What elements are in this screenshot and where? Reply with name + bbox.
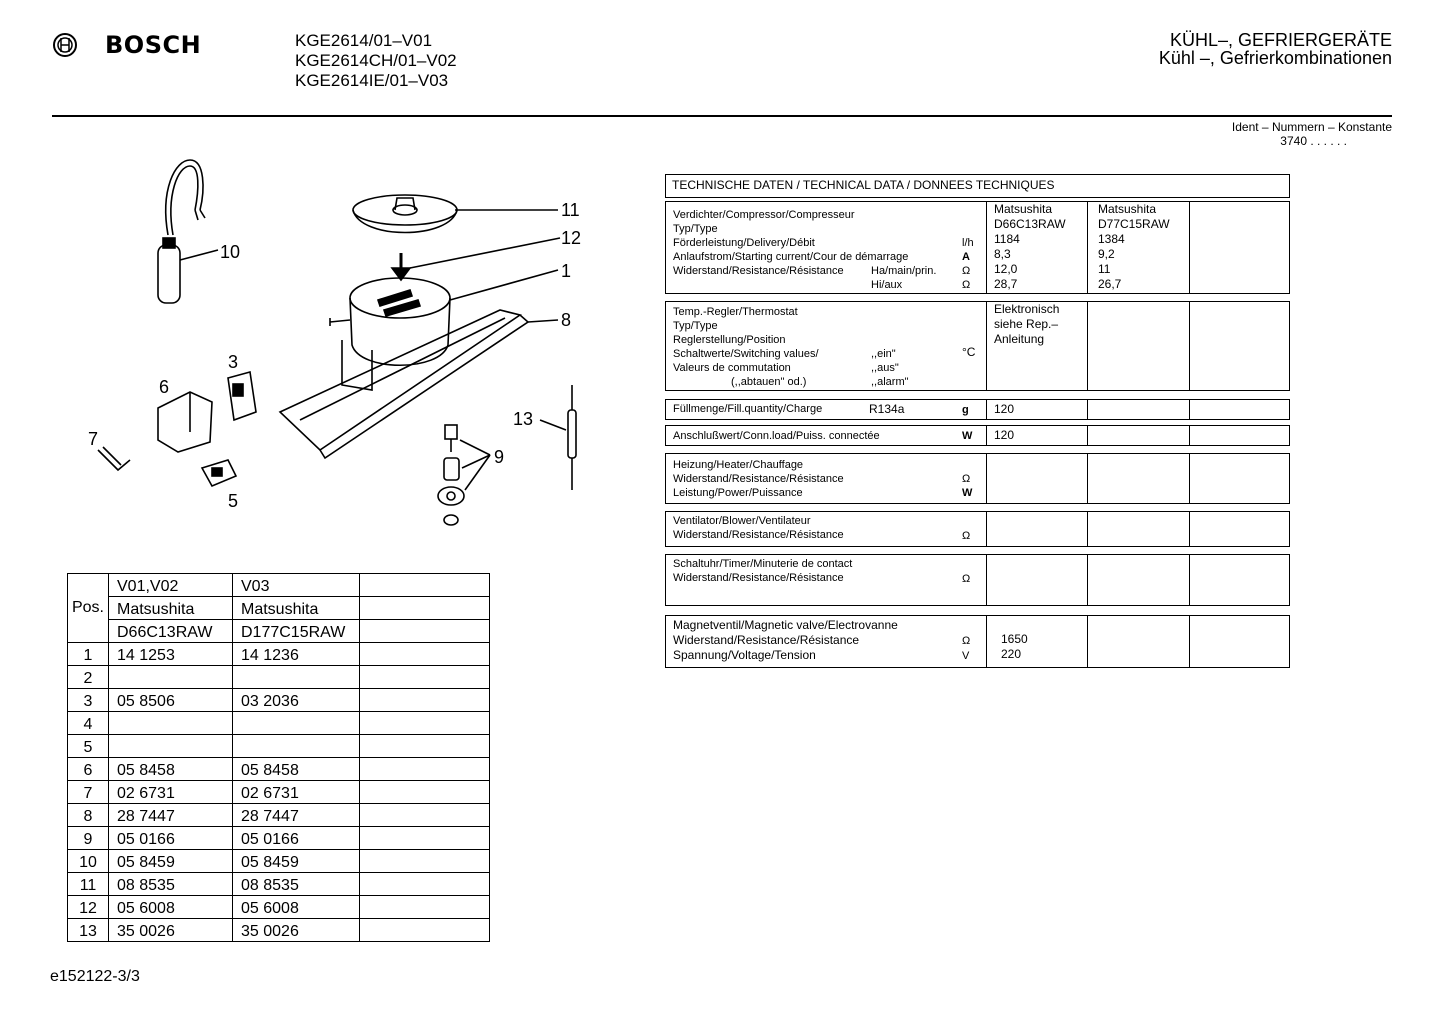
column-divider	[1087, 512, 1088, 546]
value-cell: siehe Rep.–	[994, 317, 1059, 331]
table-row	[68, 804, 490, 827]
table-row	[68, 919, 490, 942]
empty-cell	[360, 597, 490, 620]
table-row	[68, 896, 490, 919]
overload-part	[202, 460, 236, 486]
refrigerant-label: R134a	[869, 402, 905, 416]
part-number-cell: 28 7447	[233, 804, 360, 827]
column-divider	[986, 202, 987, 293]
protector-part	[158, 392, 212, 452]
value-cell: 26,7	[1098, 277, 1122, 291]
empty-cell	[360, 712, 490, 735]
value-cell: Matsushita	[994, 202, 1053, 216]
column-divider	[986, 555, 987, 605]
row-label: Magnetventil/Magnetic valve/Electrovanne	[673, 618, 898, 632]
pos-cell: 12	[68, 896, 109, 919]
row-label: Widerstand/Resistance/Résistance	[673, 572, 844, 584]
table-row	[68, 873, 490, 896]
thermostat-section	[665, 301, 1290, 391]
empty-cell	[360, 620, 490, 643]
row-label: Typ/Type	[673, 223, 718, 235]
pos-cell: 3	[68, 689, 109, 712]
row-label: Valeurs de commutation	[673, 362, 791, 374]
row-label: ,,alarm"	[871, 376, 909, 388]
part-number-cell: 05 8459	[109, 850, 233, 873]
bosch-logo	[50, 30, 200, 60]
charge-section	[665, 399, 1290, 420]
part-number-cell: 05 8506	[109, 689, 233, 712]
value-cell: 120	[994, 402, 1015, 416]
row-label: Spannung/Voltage/Tension	[673, 648, 816, 662]
row-label: Schaltwerte/Switching values/	[673, 348, 819, 360]
table-row	[68, 735, 490, 758]
pos-cell: 5	[68, 735, 109, 758]
row-label: Förderleistung/Delivery/Débit	[673, 237, 815, 249]
part-number-cell: 08 8535	[233, 873, 360, 896]
callout-13: 13	[513, 409, 534, 429]
part-number-cell: 05 6008	[233, 896, 360, 919]
value-cell: 11	[1098, 262, 1111, 276]
model-line: KGE2614/01–V01	[295, 31, 433, 50]
category-heading	[1159, 31, 1392, 67]
part-number-cell: 35 0026	[233, 919, 360, 942]
table-row	[68, 827, 490, 850]
part-number-cell	[109, 735, 233, 758]
column-divider	[986, 302, 987, 390]
column-divider	[1189, 512, 1190, 546]
unit-label: A	[962, 251, 970, 263]
part-number-cell: 03 2036	[233, 689, 360, 712]
row-label: Heizung/Heater/Chauffage	[673, 459, 804, 471]
column-divider	[1189, 555, 1190, 605]
unit-label: Ω	[962, 530, 971, 542]
part-number-cell: 05 8458	[233, 758, 360, 781]
column-divider	[986, 512, 987, 546]
heater-section	[665, 453, 1290, 504]
row-label: Widerstand/Resistance/Résistance	[673, 529, 844, 541]
model-header: D177C15RAW	[233, 620, 360, 643]
row-label: Füllmenge/Fill.quantity/Charge	[673, 403, 823, 415]
unit-label: °C	[962, 345, 976, 359]
ident-label: Ident – Nummern – Konstante	[1231, 120, 1392, 134]
unit-label: l/h	[962, 237, 974, 249]
variant-header: V01,V02	[109, 574, 233, 597]
pos-cell: 9	[68, 827, 109, 850]
capacitor-part	[158, 160, 218, 303]
compressor-cover-part	[353, 195, 558, 233]
pos-header: Pos.	[68, 574, 109, 643]
callout-11: 11	[561, 200, 580, 220]
value-cell: 1650	[1001, 632, 1028, 646]
row-label: Schaltuhr/Timer/Minuterie de contact	[673, 558, 853, 570]
empty-cell	[360, 666, 490, 689]
callout-3: 3	[228, 352, 239, 372]
column-divider	[986, 454, 987, 503]
row-label: Temp.-Regler/Thermostat	[673, 306, 798, 318]
part-number-cell	[233, 712, 360, 735]
part-number-cell: 05 8458	[109, 758, 233, 781]
compressor-part	[330, 270, 558, 390]
part-number-cell: 08 8535	[109, 873, 233, 896]
pos-cell: 1	[68, 643, 109, 666]
part-number-cell: 35 0026	[109, 919, 233, 942]
compressor-section	[665, 201, 1290, 294]
filter-dryer-part	[540, 385, 576, 490]
column-divider	[1189, 202, 1190, 293]
value-cell: Elektronisch	[994, 302, 1060, 316]
row-label: Ventilator/Blower/Ventilateur	[673, 515, 811, 527]
row-label: Ha/main/prin.	[871, 265, 937, 277]
ident-value: 3740 . . . . . .	[1280, 134, 1347, 148]
empty-cell	[360, 689, 490, 712]
value-cell: D66C13RAW	[994, 217, 1066, 231]
callout-8: 8	[561, 310, 572, 330]
bosch-armature-icon	[52, 32, 78, 58]
row-label: Reglerstellung/Position	[673, 334, 786, 346]
model-list	[295, 31, 457, 91]
pos-cell: 2	[68, 666, 109, 689]
empty-cell	[360, 850, 490, 873]
maker-header: Matsushita	[109, 597, 233, 620]
callout-1: 1	[561, 261, 572, 281]
table-row	[68, 666, 490, 689]
table-row	[68, 712, 490, 735]
value-cell: Anleitung	[994, 332, 1045, 346]
table-row	[68, 758, 490, 781]
part-number-cell: 02 6731	[109, 781, 233, 804]
empty-cell	[360, 896, 490, 919]
value-cell: 28,7	[994, 277, 1018, 291]
tech-title: TECHNISCHE DATEN / TECHNICAL DATA / DONNEES TECHNIQUES	[672, 178, 1055, 192]
value-cell: Matsushita	[1098, 202, 1157, 216]
empty-cell	[360, 781, 490, 804]
row-label: Leistung/Power/Puissance	[673, 487, 803, 499]
table-row	[68, 781, 490, 804]
row-label: ,,aus"	[871, 362, 899, 374]
value-cell: 120	[994, 428, 1015, 442]
pos-cell: 7	[68, 781, 109, 804]
exploded-parts-diagram	[0, 150, 600, 570]
value-cell: 8,3	[994, 247, 1011, 261]
column-divider	[1189, 616, 1190, 667]
column-divider	[1087, 454, 1088, 503]
model-line: KGE2614IE/01–V03	[295, 71, 449, 90]
column-divider	[1087, 616, 1088, 667]
row-label: Widerstand/Resistance/Résistance	[673, 633, 860, 647]
callout-5: 5	[228, 491, 239, 511]
clip-part	[98, 447, 130, 470]
parts-table	[67, 573, 490, 942]
column-divider	[1189, 302, 1190, 390]
empty-cell	[360, 804, 490, 827]
maker-header: Matsushita	[233, 597, 360, 620]
part-number-cell: 14 1253	[109, 643, 233, 666]
column-divider	[1087, 555, 1088, 605]
row-label: Widerstand/Resistance/Résistance	[673, 473, 844, 485]
empty-cell	[360, 919, 490, 942]
load-section	[665, 425, 1290, 446]
value-cell: 9,2	[1098, 247, 1115, 261]
header-rule	[52, 115, 1392, 117]
pos-cell: 6	[68, 758, 109, 781]
column-divider	[1087, 426, 1088, 445]
row-label: Anlaufstrom/Starting current/Cour de démarrage	[673, 251, 909, 263]
part-number-cell	[233, 735, 360, 758]
part-number-cell	[109, 712, 233, 735]
table-row	[68, 850, 490, 873]
model-header: D66C13RAW	[109, 620, 233, 643]
unit-label: g	[962, 404, 969, 416]
unit-label: Ω	[962, 573, 971, 585]
part-number-cell: 02 6731	[233, 781, 360, 804]
row-label: ,,ein"	[871, 348, 896, 360]
pos-cell: 10	[68, 850, 109, 873]
column-divider	[1087, 302, 1088, 390]
callout-9: 9	[494, 447, 505, 467]
unit-label: W	[962, 487, 973, 499]
unit-label: W	[962, 430, 973, 442]
row-label: Verdichter/Compressor/Compresseur	[673, 209, 855, 221]
pos-cell: 11	[68, 873, 109, 896]
empty-cell	[360, 735, 490, 758]
variant-header: V03	[233, 574, 360, 597]
table-row	[68, 643, 490, 666]
model-line: KGE2614CH/01–V02	[295, 51, 457, 70]
row-label: Hi/aux	[871, 279, 903, 291]
value-cell: 220	[1001, 647, 1022, 661]
part-number-cell: 14 1236	[233, 643, 360, 666]
pos-cell: 4	[68, 712, 109, 735]
row-label: Widerstand/Resistance/Résistance	[673, 265, 844, 277]
empty-cell	[360, 873, 490, 896]
part-number-cell: 05 0166	[109, 827, 233, 850]
pos-cell: 13	[68, 919, 109, 942]
part-number-cell: 28 7447	[109, 804, 233, 827]
part-number-cell: 05 8459	[233, 850, 360, 873]
empty-cell	[360, 758, 490, 781]
tech-title-box	[665, 174, 1290, 198]
document-id: e152122-3/3	[50, 968, 140, 985]
callout-10: 10	[220, 242, 241, 262]
valve-section	[665, 615, 1290, 668]
part-number-cell: 05 6008	[109, 896, 233, 919]
brand-name: BOSCH	[105, 31, 202, 59]
callout-12: 12	[561, 228, 582, 248]
value-cell: 1184	[994, 232, 1020, 246]
timer-section	[665, 554, 1290, 606]
column-divider	[986, 616, 987, 667]
empty-cell	[360, 643, 490, 666]
unit-label: Ω	[962, 473, 971, 485]
column-divider	[986, 400, 987, 419]
unit-label: Ω	[962, 279, 971, 291]
base-rail-part	[280, 310, 558, 458]
category-line-1: KÜHL–, GEFRIERGERÄTE	[1169, 30, 1392, 50]
callout-7: 7	[88, 429, 99, 449]
part-number-cell	[233, 666, 360, 689]
column-divider	[1087, 202, 1088, 293]
unit-label: Ω	[962, 635, 971, 647]
column-divider	[986, 426, 987, 445]
pos-cell: 8	[68, 804, 109, 827]
callout-6: 6	[159, 377, 170, 397]
blower-section	[665, 511, 1290, 547]
unit-label: V	[962, 650, 970, 662]
column-divider	[1189, 454, 1190, 503]
relay-part	[228, 372, 256, 420]
row-label: (,,abtauen" od.)	[731, 376, 807, 388]
table-row	[68, 689, 490, 712]
row-label: Anschlußwert/Conn.load/Puiss. connectée	[673, 430, 880, 442]
row-label: Typ/Type	[673, 320, 718, 332]
part-number-cell	[109, 666, 233, 689]
value-cell: 1384	[1098, 232, 1125, 246]
empty-cell	[360, 827, 490, 850]
value-cell: 12,0	[994, 262, 1018, 276]
value-cell: D77C15RAW	[1098, 217, 1170, 231]
part-number-cell: 05 0166	[233, 827, 360, 850]
empty-cell	[360, 574, 490, 597]
unit-label: Ω	[962, 265, 971, 277]
ident-block	[1232, 120, 1392, 148]
category-line-2: Kühl –, Gefrierkombinationen	[1158, 48, 1392, 68]
mounting-set-part	[438, 425, 490, 525]
column-divider	[1189, 400, 1190, 419]
column-divider	[1087, 400, 1088, 419]
column-divider	[1189, 426, 1190, 445]
